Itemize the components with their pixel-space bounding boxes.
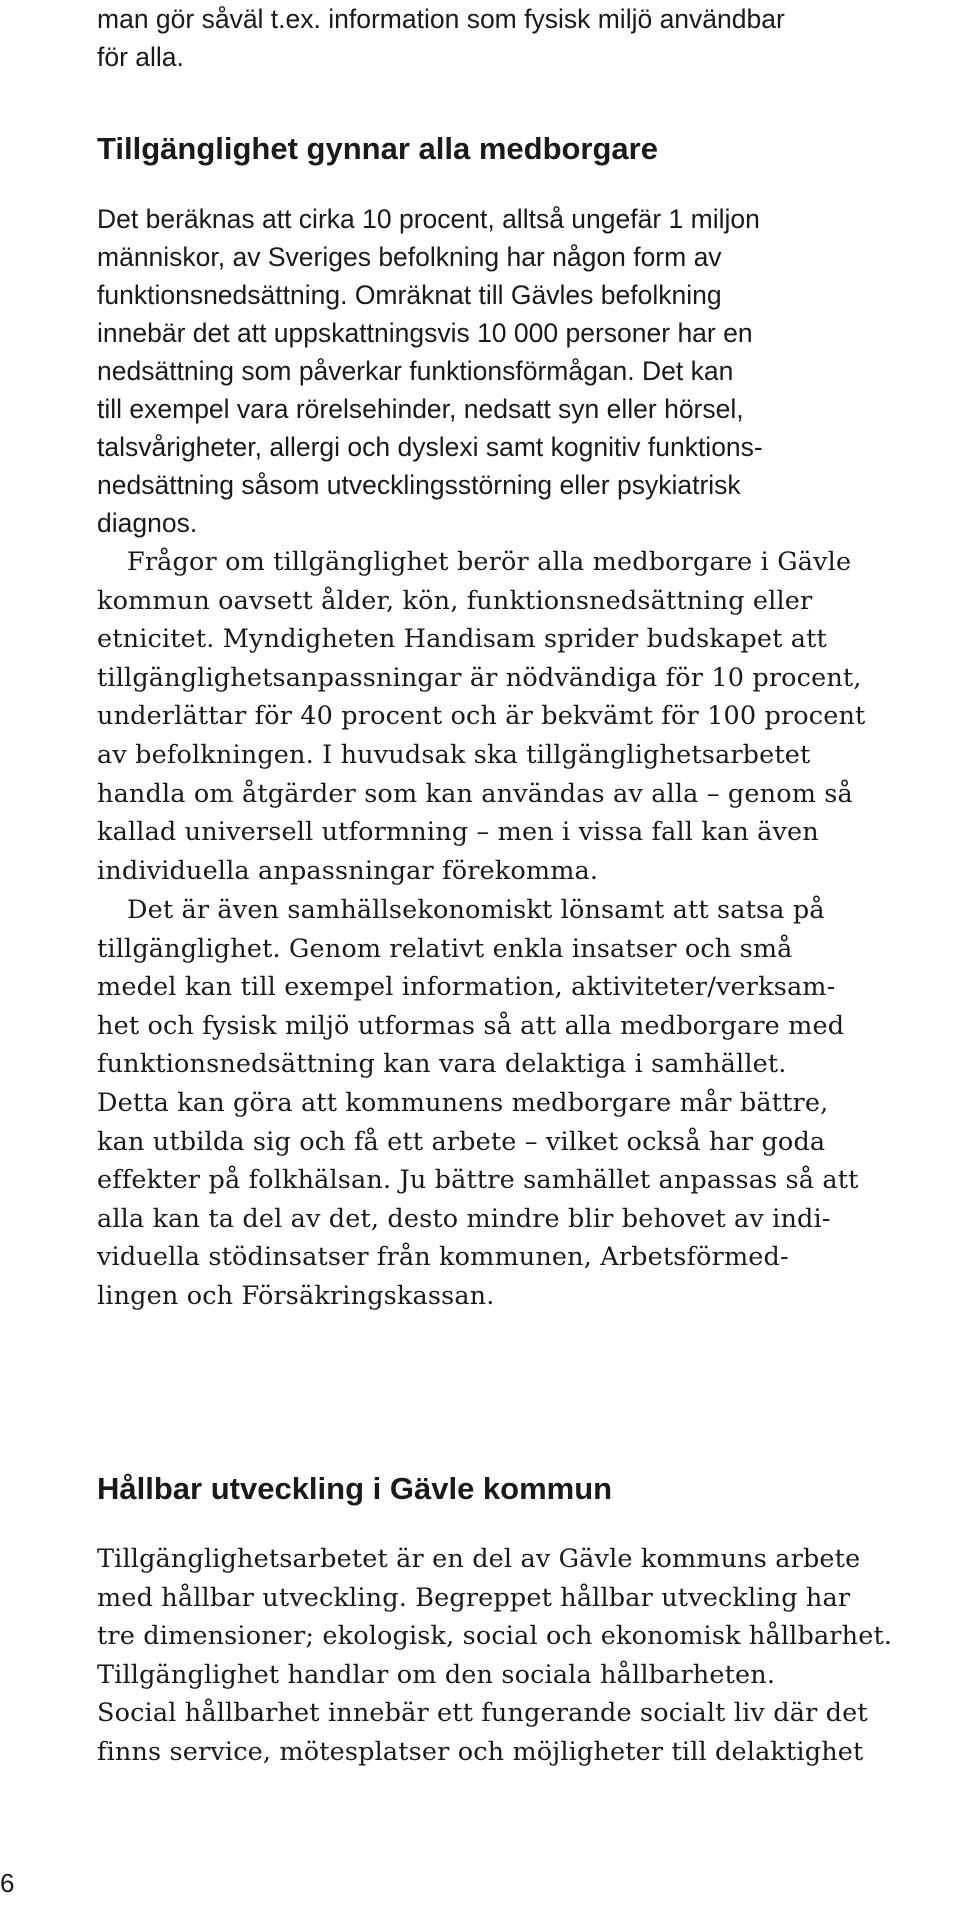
text-line: effekter på folkhälsan. Ju bättre samhället anpassas så att <box>97 1165 859 1196</box>
text-line: Social hållbarhet innebär ett fungerande socialt liv där det <box>97 1698 868 1729</box>
section1-paragraph-2 <box>97 543 947 890</box>
section-heading-hallbar-utveckling: Hållbar utveckling i Gävle kommun <box>97 1471 613 1506</box>
text-line: Det är även samhällsekonomiskt lönsamt att satsa på <box>127 895 825 925</box>
text-line: kallad universell utformning – men i vissa fall kan även <box>97 817 819 848</box>
text-line: till exempel vara rörelsehinder, nedsatt syn eller hörsel, <box>97 394 744 424</box>
text-line: kommun oavsett ålder, kön, funktionsnedsättning eller <box>97 585 813 616</box>
text-line: Tillgänglighetsarbetet är en del av Gävle kommuns arbete <box>97 1544 861 1574</box>
text-line: av befolkningen. I huvudsak ska tillgänglighetsarbetet <box>97 739 811 770</box>
text-line: tre dimensioner; ekologisk, social och ekonomisk hållbarhet. <box>97 1621 893 1652</box>
text-line: finns service, mötesplatser och möjligheter till delaktighet <box>97 1736 864 1767</box>
text-line: talsvårigheter, allergi och dyslexi samt kognitiv funktions- <box>97 432 763 462</box>
text-line: Tillgänglighet handlar om den sociala hållbarheten. <box>97 1659 776 1690</box>
section1-paragraph-3 <box>97 891 947 1316</box>
text-line: människor, av Sveriges befolkning har någon form av <box>97 242 722 272</box>
text-line: lingen och Försäkringskassan. <box>97 1280 495 1311</box>
section-heading-tillganglighet: Tillgänglighet gynnar alla medborgare <box>97 131 658 166</box>
text-line: nedsättning som påverkar funktionsförmågan. Det kan <box>97 356 734 386</box>
text-line: medel kan till exempel information, aktiviteter/verksam- <box>97 972 836 1003</box>
text-line: man gör såväl t.ex. information som fysisk miljö användbar <box>97 4 785 34</box>
text-line: Detta kan göra att kommunens medborgare mår bättre, <box>97 1087 829 1118</box>
text-line: underlättar för 40 procent och är bekvämt för 100 procent <box>97 701 866 732</box>
text-line: Frågor om tillgänglighet berör alla medborgare i Gävle <box>127 547 852 577</box>
text-line: tillgänglighet. Genom relativt enkla insatser och små <box>97 933 793 964</box>
text-line: diagnos. <box>97 508 198 538</box>
text-line: viduella stödinsatser från kommunen, Arbetsförmed- <box>97 1242 789 1273</box>
text-line: tillgänglighetsanpassningar är nödvändiga för 10 procent, <box>97 662 862 693</box>
text-line: funktionsnedsättning kan vara delaktiga i samhället. <box>97 1049 787 1080</box>
text-line: handla om åtgärder som kan användas av alla – genom så <box>97 778 853 809</box>
text-line: med hållbar utveckling. Begreppet hållbar utveckling har <box>97 1582 851 1613</box>
text-line: nedsättning såsom utvecklingsstörning eller psykiatrisk <box>97 470 741 500</box>
intro-text <box>97 0 947 76</box>
text-line: het och fysisk miljö utformas så att alla medborgare med <box>97 1010 845 1041</box>
text-line: alla kan ta del av det, desto mindre blir behovet av indi- <box>97 1203 831 1234</box>
text-line: individuella anpassningar förekomma. <box>97 855 599 886</box>
text-line: funktionsnedsättning. Omräknat till Gävles befolkning <box>97 280 722 310</box>
text-line: innebär det att uppskattningsvis 10 000 personer har en <box>97 318 753 348</box>
page-number: 6 <box>0 1868 15 1898</box>
text-line: kan utbilda sig och få ett arbete – vilket också har goda <box>97 1126 826 1157</box>
section1-paragraph-1 <box>97 200 947 542</box>
section2-paragraph-1 <box>97 1540 947 1772</box>
text-line: Det beräknas att cirka 10 procent, alltså ungefär 1 miljon <box>97 204 760 234</box>
text-line: för alla. <box>97 42 184 72</box>
text-line: etnicitet. Myndigheten Handisam sprider budskapet att <box>97 624 827 655</box>
